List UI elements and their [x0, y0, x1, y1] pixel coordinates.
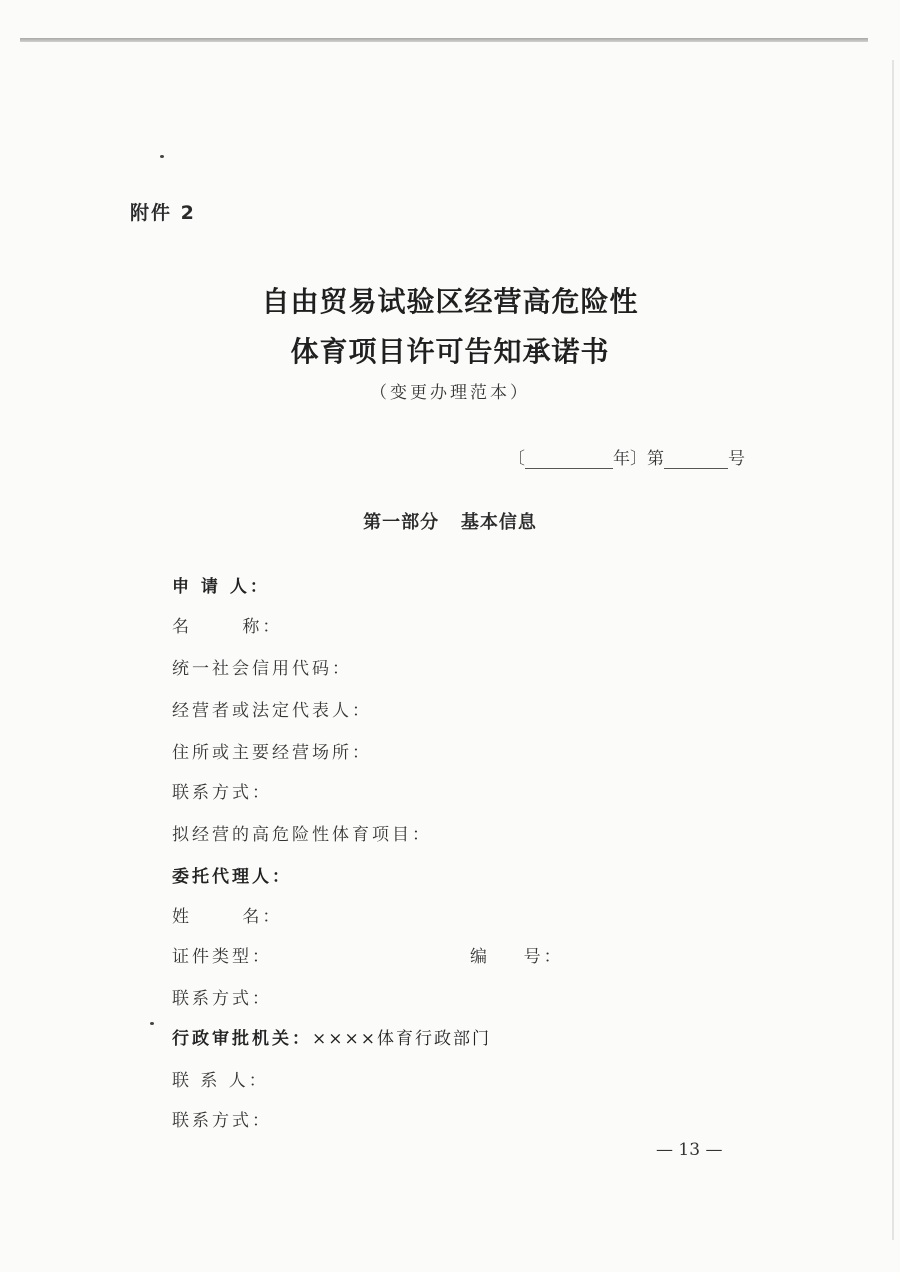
id-number-label: 编 号： — [470, 947, 564, 967]
scan-top-rule — [20, 38, 868, 42]
authority-value: ××××体育行政部门 — [312, 1029, 491, 1049]
document-subtitle: （变更办理范本） — [370, 383, 530, 403]
applicant-contact-label: 联系方式： — [172, 783, 272, 803]
id-type-label: 证件类型： — [172, 947, 272, 967]
document-title-line-1: 自由贸易试验区经营高危险性 — [261, 285, 639, 318]
doc-number-open-bracket: 〔 — [508, 449, 525, 469]
project-label: 拟经营的高危险性体育项目： — [172, 825, 432, 845]
applicant-heading: 申 请 人： — [172, 577, 270, 597]
scan-speck — [160, 155, 164, 158]
agent-heading: 委托代理人： — [172, 867, 292, 887]
attachment-label: 附件 2 — [130, 202, 196, 224]
authority-contact-person-label: 联 系 人： — [172, 1071, 269, 1091]
scan-speck — [150, 1022, 154, 1025]
page-number: — 13 — — [656, 1140, 723, 1160]
doc-number-suffix: 号 — [728, 449, 745, 469]
section-heading: 第一部分 基本信息 — [363, 512, 537, 533]
document-title-line-2: 体育项目许可告知承诺书 — [290, 335, 610, 368]
document-number — [508, 444, 745, 469]
agent-name-label: 姓 名： — [172, 907, 283, 927]
doc-number-year-suffix: 年〕第 — [613, 449, 664, 469]
authority-heading: 行政审批机关： — [172, 1029, 312, 1049]
applicant-name-label: 名 称： — [172, 617, 283, 637]
agent-contact-label: 联系方式： — [172, 989, 272, 1009]
address-label: 住所或主要经营场所： — [172, 743, 372, 763]
scan-edge — [892, 60, 894, 1240]
year-blank — [525, 450, 613, 469]
legal-rep-label: 经营者或法定代表人： — [172, 701, 372, 721]
authority-row — [172, 1024, 491, 1049]
credit-code-label: 统一社会信用代码： — [172, 659, 352, 679]
number-blank — [664, 450, 728, 469]
authority-contact-label: 联系方式： — [172, 1111, 272, 1131]
